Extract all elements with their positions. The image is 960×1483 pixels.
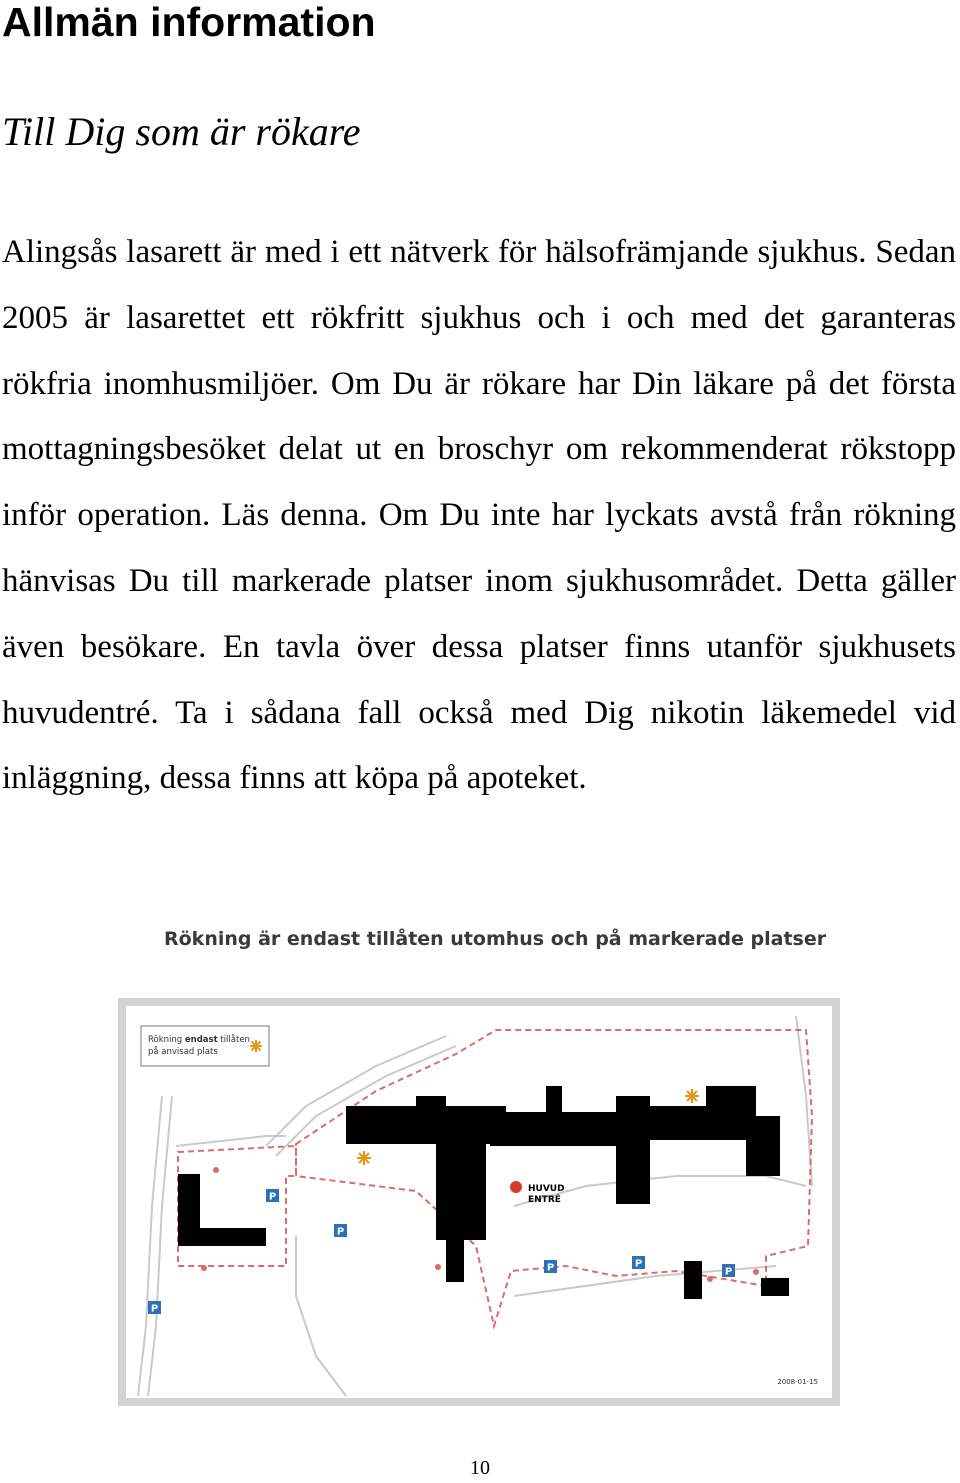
parking-icon [544, 1260, 557, 1274]
svg-text:på anvisad plats: på anvisad plats [148, 1047, 218, 1057]
building-small-corner [761, 1278, 789, 1296]
svg-text:P: P [336, 1226, 345, 1238]
smoking-star-icon [685, 1089, 699, 1103]
building-east-block [616, 1096, 650, 1204]
page-number: 10 [470, 1457, 490, 1479]
legend-smoking-star-icon [250, 1040, 262, 1052]
parking-icon [148, 1301, 161, 1315]
map-date: 2008-01-15 [777, 1378, 818, 1386]
body-paragraph: Alingsås lasarett är med i ett nätverk för hälsofrämjande sjukhus. Sedan 2005 är lasarettet ett rökfritt sjukhus och i och med det garanteras rökfria inomhusmiljöer. Om Du är rökare har Din läkare på det första mottagningsbesöket delat ut en broschyr om rekommenderat rökstopp inför operation. Läs denna. Om Du inte har lyckats avstå från rökning hänvisas Du till markerade platser inom sjukhusområdet. Detta gäller även besökare. En tavla över dessa platser finns utanför sjukhusets huvudentré. Ta i sådana fall också med Dig nikotin läkemedel vid inläggning, dessa finns att köpa på apoteket. [2, 234, 956, 797]
building-east-wing [650, 1106, 710, 1140]
smoking-star-icon [357, 1151, 371, 1165]
page-heading: Allmän information [2, 0, 376, 45]
entrance-label-line2: ENTRÉ [528, 1195, 561, 1205]
svg-text:P: P [150, 1303, 159, 1315]
svg-text:P: P [634, 1258, 643, 1270]
parking-icon [722, 1264, 735, 1278]
svg-text:P: P [268, 1191, 277, 1203]
section-subheading: Till Dig som är rökare [2, 109, 361, 154]
svg-text:Rökning endast tillåten: Rökning endast tillåten [148, 1035, 250, 1045]
map-caption: Rökning är endast tillåten utomhus och på markerade platser [164, 928, 827, 950]
hospital-smoking-map [116, 918, 846, 1413]
building-south-wing [446, 1236, 464, 1282]
parking-icon [632, 1256, 645, 1270]
entrance-marker-icon [510, 1181, 522, 1193]
building-main-tower [416, 1096, 446, 1124]
svg-text:P: P [724, 1266, 733, 1278]
building-west-vertical [178, 1174, 200, 1236]
entrance-label-line1: HUVUD [528, 1184, 565, 1194]
map-legend [141, 1026, 269, 1066]
building-far-east [746, 1116, 780, 1176]
building-central-tower [546, 1086, 562, 1120]
building-small-east [684, 1261, 702, 1299]
svg-text:P: P [546, 1262, 555, 1274]
building-west-horizontal [178, 1228, 266, 1246]
building-main-block [436, 1136, 486, 1240]
parking-icon [266, 1189, 279, 1203]
parking-icon [334, 1224, 347, 1238]
site-map [116, 996, 846, 1411]
